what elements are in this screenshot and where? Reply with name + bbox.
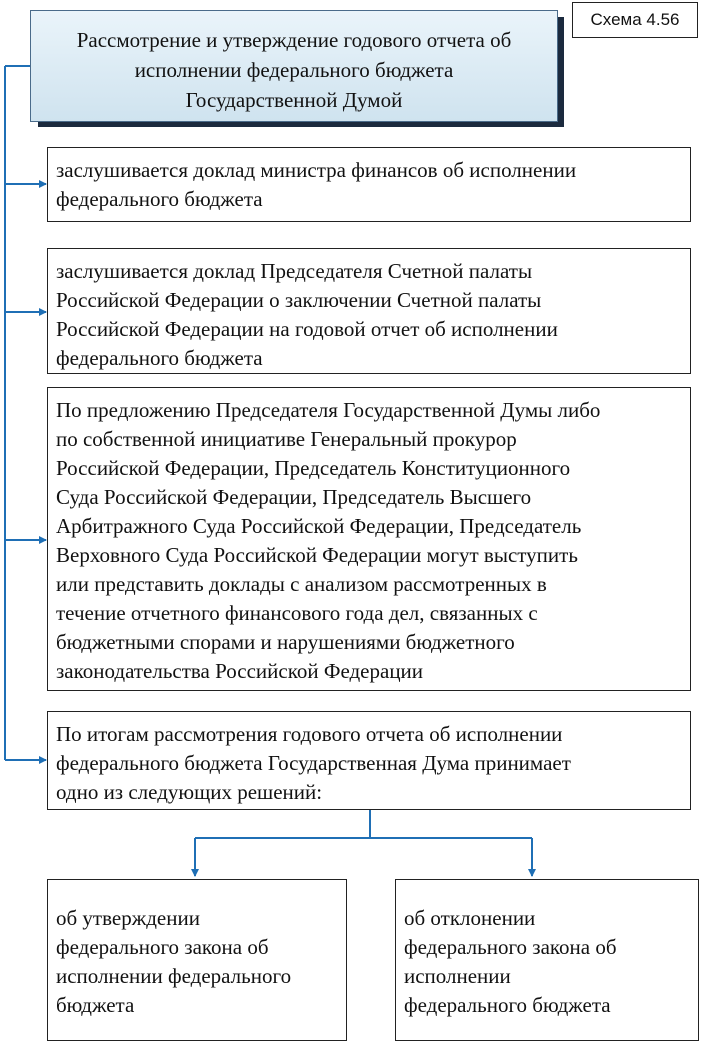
title-line: исполнении федерального бюджета	[134, 58, 454, 82]
step-line: По предложению Председателя Государственной Думы либо	[56, 398, 601, 422]
step-line: течение отчетного финансового года дел, связанных с	[56, 601, 538, 625]
step-line: законодательства Российской Федерации	[56, 659, 424, 683]
decision-box-approve	[47, 879, 347, 1041]
step-line: заслушивается доклад министра финансов об исполнении	[56, 158, 577, 182]
step-box-minister-report	[47, 147, 691, 222]
decision-line: федерального закона об	[56, 935, 269, 959]
step-line: Российской Федерации о заключении Счетной палаты	[56, 288, 542, 312]
step-line: заслушивается доклад Председателя Счетной палаты	[56, 259, 533, 283]
scheme-label: Схема 4.56	[572, 2, 698, 38]
step-line: Арбитражного Суда Российской Федерации, Председатель	[56, 514, 582, 538]
title-line: Рассмотрение и утверждение годового отчета об	[76, 28, 512, 52]
step-line: Российской Федерации, Председатель Конституционного	[56, 456, 571, 480]
step-line: федерального бюджета	[56, 187, 263, 211]
step-box-court-reports	[47, 387, 691, 691]
diagram-title	[30, 10, 558, 122]
step-line: по собственной инициативе Генеральный прокурор	[56, 427, 517, 451]
step-line: федерального бюджета Государственная Дума принимает	[56, 751, 571, 775]
step-line: Российской Федерации на годовой отчет об исполнении	[56, 317, 558, 341]
step-line: одно из следующих решений:	[56, 780, 323, 804]
decision-box-reject	[395, 879, 699, 1041]
decision-line: исполнении федерального	[56, 964, 292, 988]
step-line: федерального бюджета	[56, 346, 263, 370]
step-box-duma-decision	[47, 711, 691, 810]
decision-line: об отклонении	[404, 906, 536, 930]
step-line: По итогам рассмотрения годового отчета об исполнении	[56, 722, 563, 746]
title-line: Государственной Думой	[185, 88, 403, 112]
step-line: Суда Российской Федерации, Председатель Высшего	[56, 485, 532, 509]
decision-line: исполнении	[404, 964, 511, 988]
decision-line: бюджета	[56, 993, 135, 1017]
step-line: Верховного Суда Российской Федерации могут выступить	[56, 543, 578, 567]
decision-line: федерального закона об	[404, 935, 617, 959]
step-box-accounts-chamber-report	[47, 248, 691, 374]
step-line: или представить доклады с анализом рассмотренных в	[56, 572, 547, 596]
decision-line: об утверждении	[56, 906, 200, 930]
step-line: бюджетными спорами и нарушениями бюджетного	[56, 630, 515, 654]
decision-line: федерального бюджета	[404, 993, 611, 1017]
